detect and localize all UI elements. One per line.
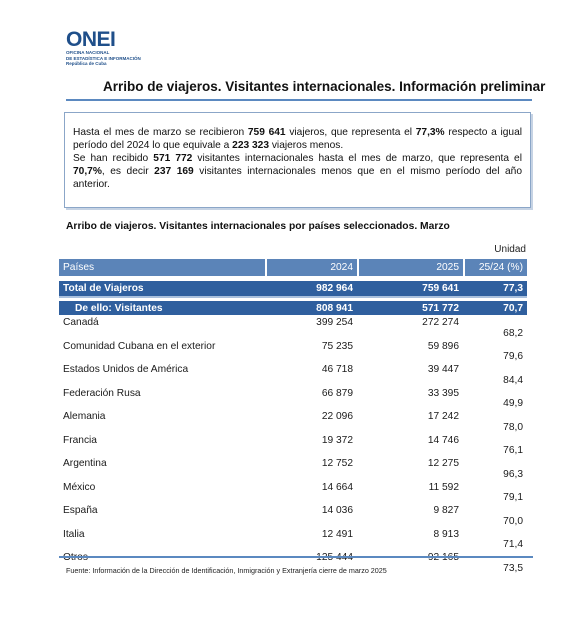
unit-label: Unidad: [494, 244, 526, 255]
visitors-row: [59, 301, 527, 315]
table-row: [59, 527, 527, 551]
logo-line-2: DE ESTADÍSTICA E INFORMACIÓN: [66, 55, 141, 61]
table-row: [59, 409, 527, 433]
value-2024: 14 664: [321, 481, 353, 493]
table-row: [59, 339, 527, 363]
header-cell: Países: [59, 259, 265, 278]
summary-value: 759 641: [247, 127, 286, 138]
value-2024: 46 718: [321, 364, 353, 375]
value-2025: 272 274: [422, 317, 459, 328]
logo-line-3: República de Cuba: [66, 61, 107, 66]
visitors-label: De ello: Visitantes: [59, 301, 265, 315]
country-name: México: [63, 481, 96, 493]
summary-text: , es decir: [101, 166, 155, 177]
page-title: Arribo de viajeros. Visitantes internacionales. Información preliminar: [103, 79, 546, 94]
value-pct: 96,3: [503, 468, 523, 480]
header-cell: 2025: [357, 259, 463, 278]
country-name: Italia: [63, 528, 85, 540]
country-name: Federación Rusa: [63, 387, 141, 399]
logo-mark: ONEI: [66, 28, 116, 51]
value-pct: 84,4: [503, 374, 523, 386]
value-2024: 22 096: [321, 411, 353, 422]
country-name: Canadá: [63, 317, 99, 328]
value-2024: 399 254: [316, 317, 353, 328]
summary-paragraph-2: [73, 152, 522, 191]
table-header-row: [59, 259, 527, 278]
table-row: [59, 433, 527, 457]
value-2024: 19 372: [321, 434, 353, 446]
table-row: [59, 362, 527, 386]
country-name: Estados Unidos de América: [63, 364, 189, 375]
table-bottom-divider: [59, 556, 533, 558]
summary-text: viajeros, que representa el: [285, 127, 416, 138]
visitors-2025: 571 772: [357, 301, 463, 315]
value-2025: 33 395: [427, 387, 459, 399]
value-2024: 14 036: [321, 505, 353, 516]
visitors-pct: 70,7: [463, 301, 527, 315]
summary-value: 571 772: [153, 153, 193, 164]
total-row: [59, 281, 527, 298]
value-2025: 11 592: [428, 481, 459, 493]
summary-value: 77,3%: [415, 127, 445, 138]
summary-value: 70,7%: [73, 166, 102, 177]
value-pct: 79,1: [503, 492, 523, 503]
value-2025: 9 827: [433, 505, 459, 516]
value-pct: 78,0: [503, 421, 523, 433]
value-pct: 71,4: [503, 539, 523, 550]
table-row: [59, 315, 527, 339]
value-2025: 17 242: [427, 411, 459, 422]
value-2024: 12 752: [321, 458, 353, 469]
summary-paragraph-1: [73, 126, 522, 152]
table-row: [59, 386, 527, 410]
value-pct: 73,5: [503, 562, 523, 574]
source-note: Fuente: Información de la Dirección de Identificación, Inmigración y Extranjería cierre de marzo 2025: [66, 566, 387, 575]
total-pct: 77,3: [463, 281, 527, 298]
summary-text: visitantes internacionales menos que en el mismo período del año anterior.: [73, 166, 522, 190]
country-name: España: [63, 505, 98, 516]
value-pct: 70,0: [503, 515, 523, 527]
visitors-table: [59, 259, 527, 574]
value-pct: 68,2: [503, 327, 523, 339]
summary-text: Se han recibido: [73, 153, 154, 164]
summary-text: Hasta el mes de marzo se recibieron: [73, 127, 248, 138]
header-cell: 25/24 (%): [463, 259, 527, 278]
value-2024: 66 879: [321, 387, 353, 399]
summary-value: 237 169: [154, 166, 194, 177]
summary-text: visitantes internacionales hasta el mes de marzo, que representa el: [192, 153, 522, 164]
title-divider: [66, 99, 532, 101]
visitors-2024: 808 941: [265, 301, 357, 315]
table-row: [59, 480, 527, 504]
onei-logo: [66, 30, 141, 67]
table-row: [59, 503, 527, 527]
total-2025: 759 641: [357, 281, 463, 298]
value-2025: 59 896: [427, 340, 459, 352]
summary-text: viajeros menos.: [269, 140, 344, 151]
country-name: Alemania: [63, 411, 106, 422]
country-name: Francia: [63, 434, 97, 446]
logo-line-1: OFICINA NACIONAL: [66, 50, 110, 55]
value-2025: 14 746: [427, 434, 459, 446]
country-name: Comunidad Cubana en el exterior: [63, 340, 216, 352]
value-pct: 79,6: [503, 351, 523, 362]
value-2024: 75 235: [321, 340, 353, 352]
summary-text: respecto a igual período del 2024 lo que equivale a: [73, 127, 523, 151]
total-2024: 982 964: [265, 281, 357, 298]
header-cell: 2024: [265, 259, 357, 278]
summary-value: 223 323: [232, 140, 269, 151]
value-pct: 76,1: [503, 445, 523, 456]
summary-box: [64, 112, 531, 208]
table-row: [59, 456, 527, 480]
value-2025: 8 913: [433, 528, 459, 540]
total-label: Total de Viajeros: [59, 281, 265, 298]
value-2024: 12 491: [321, 528, 353, 540]
value-2025: 12 275: [427, 458, 459, 469]
country-name: Argentina: [63, 458, 107, 469]
value-2025: 39 447: [427, 364, 459, 375]
table-title: Arribo de viajeros. Visitantes internacionales por países seleccionados. Marzo: [66, 221, 450, 232]
value-pct: 49,9: [503, 398, 523, 409]
